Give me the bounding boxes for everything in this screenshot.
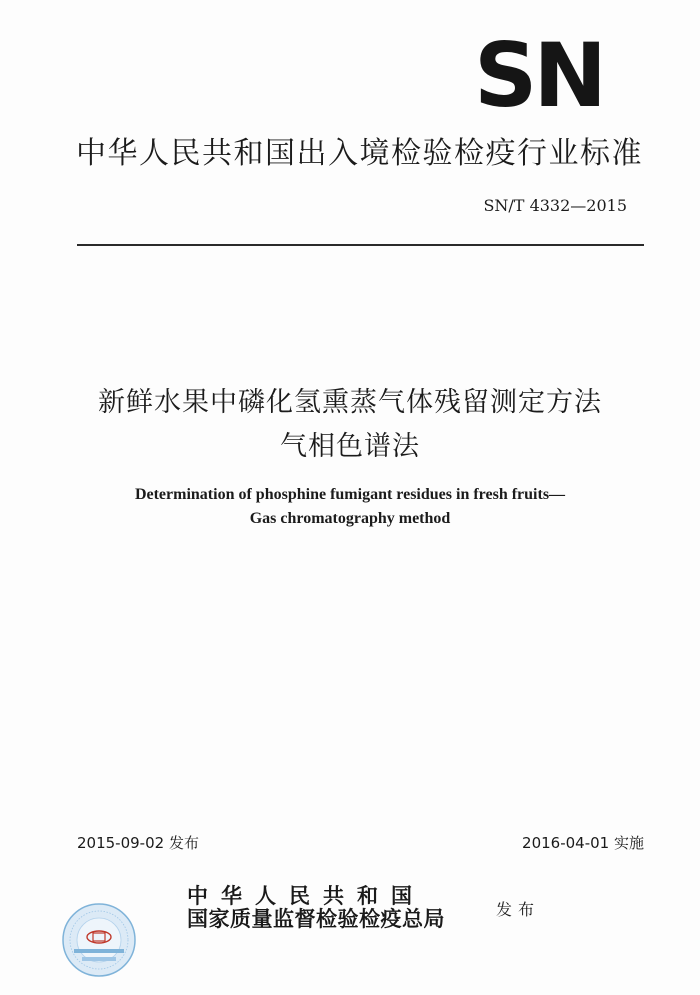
title-cn-line1: 新鲜水果中磷化氢熏蒸气体残留测定方法 <box>98 387 602 418</box>
title-en-line1: Determination of phosphine fumigant residues in fresh fruits— <box>134 486 566 503</box>
anti-counterfeit-seal-icon <box>62 903 136 977</box>
header-divider <box>77 244 644 246</box>
issue-date: 2015-09-02 发布 <box>77 834 199 852</box>
org-title: 中华人民共和国出入境检验检疫行业标准 <box>76 136 643 171</box>
standard-code: SN/T 4332—2015 <box>483 196 627 215</box>
implementation-date: 2016-04-01 实施 <box>522 834 644 852</box>
title-en-line2: Gas chromatography method <box>249 510 451 527</box>
issuer-line2: 国家质量监督检验检疫总局 <box>187 906 445 931</box>
sn-logo-text: SN <box>474 30 604 110</box>
issuer-line1: 中华人民共和国 <box>187 883 425 908</box>
title-cn-line2: 气相色谱法 <box>280 431 420 462</box>
issuer-suffix: 发布 <box>496 900 541 919</box>
sn-logo <box>474 30 610 110</box>
